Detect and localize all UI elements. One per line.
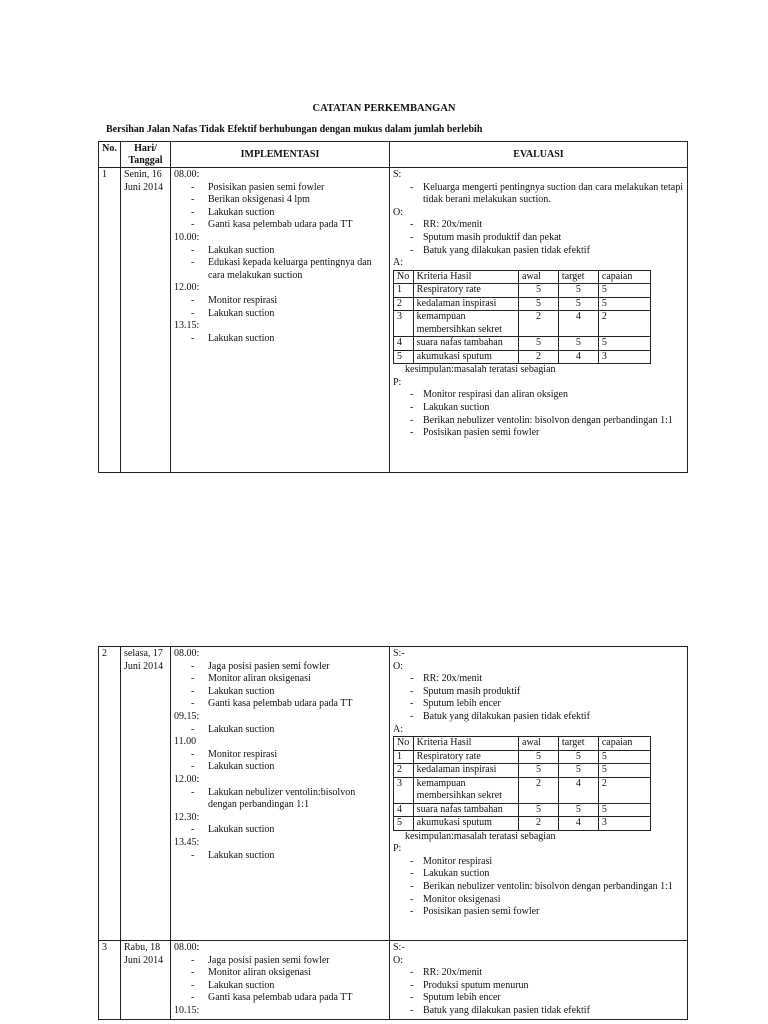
criteria-row <box>394 337 651 351</box>
criteria-row <box>394 777 651 803</box>
eval-item: - Posisikan pasien semi fowler <box>393 906 684 919</box>
criteria-row <box>394 817 651 831</box>
impl-item: - Lakukan suction <box>174 824 386 837</box>
cell-date: selasa, 17 Juni 2014 <box>121 647 171 941</box>
criteria-cell: 4 <box>558 311 598 337</box>
criteria-cell: 5 <box>598 297 650 311</box>
criteria-cell: kemampuan membersihkan sekret <box>413 777 518 803</box>
impl-list <box>174 724 386 737</box>
impl-list <box>174 749 386 774</box>
criteria-cell: 5 <box>519 803 559 817</box>
eval-item: - Sputum masih produktif dan pekat <box>393 232 684 245</box>
cell-no: 1 <box>99 168 121 473</box>
header-implementasi: IMPLEMENTASI <box>171 142 390 168</box>
criteria-table <box>393 736 651 831</box>
criteria-cell: 3 <box>598 817 650 831</box>
criteria-header: capaian <box>598 737 650 751</box>
criteria-cell: 2 <box>394 764 414 778</box>
criteria-cell: kedalaman inspirasi <box>413 297 518 311</box>
impl-list <box>174 182 386 232</box>
impl-time: 12.30: <box>174 811 200 823</box>
table-header-row <box>99 142 688 168</box>
impl-item: - Lakukan suction <box>174 686 386 699</box>
eval-item: - Sputum lebih encer <box>393 992 684 1005</box>
criteria-header-row <box>394 737 651 751</box>
criteria-cell: kemampuan membersihkan sekret <box>413 311 518 337</box>
criteria-cell: 4 <box>558 817 598 831</box>
criteria-cell: 5 <box>558 764 598 778</box>
criteria-cell: 5 <box>598 750 650 764</box>
impl-item: - Lakukan suction <box>174 761 386 774</box>
impl-item: - Lakukan suction <box>174 333 386 346</box>
eval-o-list <box>393 673 684 723</box>
criteria-cell: 2 <box>519 350 559 364</box>
criteria-row <box>394 350 651 364</box>
eval-s-list <box>393 182 684 207</box>
impl-list <box>174 850 386 863</box>
criteria-header: awal <box>519 737 559 751</box>
impl-list <box>174 333 386 346</box>
table-row <box>99 647 688 941</box>
impl-time: 08.00: <box>174 648 200 659</box>
cell-date: Rabu, 18 Juni 2014 <box>121 941 171 1020</box>
impl-time: 11.00 <box>174 736 197 748</box>
impl-list <box>174 824 386 837</box>
impl-list <box>174 661 386 711</box>
impl-item: - Jaga posisi pasien semi fowler <box>174 661 386 674</box>
criteria-cell: 5 <box>519 284 559 298</box>
cell-evaluasi <box>390 168 688 473</box>
table-row <box>99 168 688 473</box>
criteria-cell: 4 <box>394 803 414 817</box>
impl-list <box>174 955 386 1005</box>
eval-conclusion: kesimpulan:masalah teratasi sebagian <box>405 830 556 842</box>
impl-item: - Monitor respirasi <box>174 749 386 762</box>
header-date <box>121 142 171 168</box>
criteria-header: capaian <box>598 270 650 284</box>
cell-no: 3 <box>99 941 121 1020</box>
eval-item: - Posisikan pasien semi fowler <box>393 427 684 440</box>
cell-implementasi <box>171 168 390 473</box>
criteria-cell: 5 <box>598 803 650 817</box>
criteria-cell: 5 <box>558 750 598 764</box>
criteria-row <box>394 750 651 764</box>
impl-item: - Lakukan nebulizer ventolin:bisolvon dengan perbandingan 1:1 <box>174 787 386 812</box>
eval-item: - RR: 20x/menit <box>393 967 684 980</box>
criteria-header: target <box>558 270 598 284</box>
cell-no: 2 <box>99 647 121 941</box>
impl-item: - Monitor aliran oksigenasi <box>174 673 386 686</box>
eval-item: - Monitor respirasi dan aliran oksigen <box>393 389 684 402</box>
eval-item: - Monitor respirasi <box>393 856 684 869</box>
impl-item: - Monitor aliran oksigenasi <box>174 967 386 980</box>
eval-item: - Keluarga mengerti pentingnya suction dan cara melakukan tetapi tidak berani melakukan suction. <box>393 182 684 207</box>
criteria-row <box>394 803 651 817</box>
criteria-cell: 1 <box>394 284 414 298</box>
eval-item: - Berikan nebulizer ventolin: bisolvon dengan perbandingan 1:1 <box>393 881 684 894</box>
criteria-cell: 2 <box>394 297 414 311</box>
impl-item: - Lakukan suction <box>174 850 386 863</box>
eval-s-label: S:- <box>393 648 405 659</box>
eval-p-label: P: <box>393 843 402 855</box>
header-date-line2: Tanggal <box>128 154 163 166</box>
header-evaluasi: EVALUASI <box>390 142 688 168</box>
criteria-cell: 2 <box>519 777 559 803</box>
header-no: No. <box>99 142 121 168</box>
cell-implementasi <box>171 647 390 941</box>
criteria-row <box>394 311 651 337</box>
impl-item: - Lakukan suction <box>174 980 386 993</box>
eval-s-label: S: <box>393 169 402 180</box>
criteria-header: target <box>558 737 598 751</box>
impl-time: 12.00: <box>174 773 200 785</box>
eval-s-label: S:- <box>393 942 405 953</box>
cell-implementasi <box>171 941 390 1020</box>
criteria-row <box>394 284 651 298</box>
criteria-cell: 3 <box>394 777 414 803</box>
eval-item: - Sputum masih produktif <box>393 686 684 699</box>
eval-item: - Lakukan suction <box>393 868 684 881</box>
eval-conclusion: kesimpulan:masalah teratasi sebagian <box>405 364 556 376</box>
eval-item: - Lakukan suction <box>393 402 684 415</box>
impl-time: 10.00: <box>174 231 200 243</box>
eval-item: - Berikan nebulizer ventolin: bisolvon dengan perbandingan 1:1 <box>393 415 684 428</box>
impl-time: 08.00: <box>174 169 200 180</box>
impl-item: - Monitor respirasi <box>174 295 386 308</box>
criteria-cell: 2 <box>519 311 559 337</box>
criteria-header-row <box>394 270 651 284</box>
criteria-header: No <box>394 270 414 284</box>
impl-item: - Ganti kasa pelembab udara pada TT <box>174 698 386 711</box>
eval-o-list <box>393 967 684 1017</box>
impl-item: - Lakukan suction <box>174 308 386 321</box>
impl-item: - Ganti kasa pelembab udara pada TT <box>174 219 386 232</box>
eval-item: - RR: 20x/menit <box>393 673 684 686</box>
table-row <box>99 941 688 1020</box>
eval-item: - Batuk yang dilakukan pasien tidak efektif <box>393 711 684 724</box>
eval-o-label: O: <box>393 954 403 966</box>
eval-p-label: P: <box>393 376 402 388</box>
eval-o-label: O: <box>393 660 403 672</box>
criteria-row <box>394 764 651 778</box>
eval-item: - Monitor oksigenasi <box>393 894 684 907</box>
criteria-cell: 2 <box>598 311 650 337</box>
document-title: CATATAN PERKEMBANGAN <box>312 103 456 114</box>
eval-a-label: A: <box>393 723 403 735</box>
criteria-cell: Respiratory rate <box>413 750 518 764</box>
eval-a-label: A: <box>393 257 403 269</box>
eval-o-label: O: <box>393 206 403 218</box>
criteria-cell: suara nafas tambahan <box>413 803 518 817</box>
criteria-cell: 5 <box>394 817 414 831</box>
criteria-cell: 2 <box>598 777 650 803</box>
impl-list <box>174 787 386 812</box>
impl-list <box>174 245 386 283</box>
document-subtitle: Bersihan Jalan Nafas Tidak Efektif berhubungan dengan mukus dalam jumlah berlebih <box>106 124 483 135</box>
criteria-cell: 5 <box>519 764 559 778</box>
impl-item: - Lakukan suction <box>174 245 386 258</box>
impl-item: - Jaga posisi pasien semi fowler <box>174 955 386 968</box>
impl-item: - Edukasi kepada keluarga pentingnya dan cara melakukan suction <box>174 257 386 282</box>
criteria-header: Kriteria Hasil <box>413 270 518 284</box>
eval-item: - Batuk yang dilakukan pasien tidak efektif <box>393 245 684 258</box>
progress-table-1 <box>98 141 688 473</box>
criteria-cell: akumukasi sputum <box>413 350 518 364</box>
criteria-header: Kriteria Hasil <box>413 737 518 751</box>
impl-time: 13.15: <box>174 320 200 332</box>
eval-p-list <box>393 389 684 439</box>
criteria-cell: 5 <box>519 750 559 764</box>
header-date-line1: Hari/ <box>134 143 157 154</box>
eval-item: - Sputum lebih encer <box>393 698 684 711</box>
criteria-cell: 5 <box>519 297 559 311</box>
impl-time: 12.00: <box>174 282 200 294</box>
criteria-cell: 4 <box>394 337 414 351</box>
criteria-cell: suara nafas tambahan <box>413 337 518 351</box>
criteria-cell: 4 <box>558 350 598 364</box>
eval-p-list <box>393 856 684 919</box>
eval-item: - Batuk yang dilakukan pasien tidak efektif <box>393 1005 684 1018</box>
impl-item: - Lakukan suction <box>174 207 386 220</box>
impl-item: - Ganti kasa pelembab udara pada TT <box>174 992 386 1005</box>
cell-evaluasi <box>390 941 688 1020</box>
criteria-cell: Respiratory rate <box>413 284 518 298</box>
criteria-table <box>393 270 651 365</box>
criteria-cell: 5 <box>558 803 598 817</box>
criteria-header: awal <box>519 270 559 284</box>
impl-list <box>174 295 386 320</box>
impl-time: 08.00: <box>174 942 200 953</box>
eval-item: - RR: 20x/menit <box>393 219 684 232</box>
criteria-cell: 5 <box>394 350 414 364</box>
impl-time: 13.45: <box>174 836 200 848</box>
criteria-cell: 3 <box>394 311 414 337</box>
impl-item: - Posisikan pasien semi fowler <box>174 182 386 195</box>
criteria-cell: 5 <box>598 764 650 778</box>
cell-evaluasi <box>390 647 688 941</box>
criteria-cell: akumukasi sputum <box>413 817 518 831</box>
criteria-cell: 5 <box>558 284 598 298</box>
impl-time: 09.15: <box>174 710 200 722</box>
criteria-cell: 3 <box>598 350 650 364</box>
criteria-cell: 2 <box>519 817 559 831</box>
criteria-header: No <box>394 737 414 751</box>
impl-item: - Lakukan suction <box>174 724 386 737</box>
cell-date: Senin, 16 Juni 2014 <box>121 168 171 473</box>
criteria-cell: 5 <box>598 337 650 351</box>
criteria-row <box>394 297 651 311</box>
impl-time: 10.15: <box>174 1004 200 1016</box>
eval-o-list <box>393 219 684 257</box>
progress-table-2 <box>98 646 688 1020</box>
criteria-cell: 1 <box>394 750 414 764</box>
eval-item: - Produksi sputum menurun <box>393 980 684 993</box>
criteria-cell: kedalaman inspirasi <box>413 764 518 778</box>
impl-item: - Berikan oksigenasi 4 lpm <box>174 194 386 207</box>
criteria-cell: 5 <box>558 297 598 311</box>
criteria-cell: 5 <box>519 337 559 351</box>
criteria-cell: 5 <box>598 284 650 298</box>
criteria-cell: 4 <box>558 777 598 803</box>
criteria-cell: 5 <box>558 337 598 351</box>
